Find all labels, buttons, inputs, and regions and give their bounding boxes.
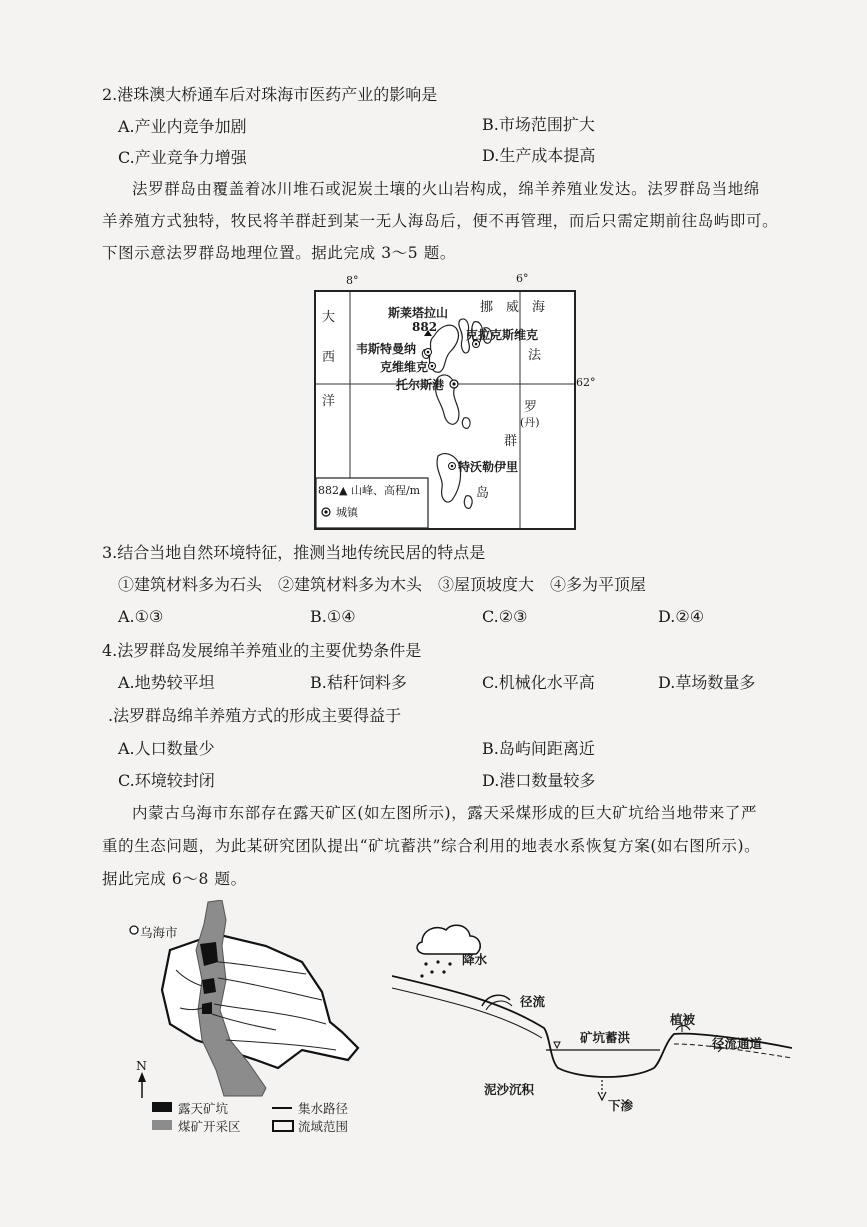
islands — [422, 319, 491, 508]
legend-town: 城镇 — [336, 506, 358, 519]
passage1-line2: 羊养殖方式独特，牧民将羊群赶到某一无人海岛后，便不再管理，而后只需定期前往岛屿即可。 — [102, 212, 779, 230]
label-runoff: 径流 — [520, 994, 546, 1009]
legend-basin: 流域范围 — [298, 1119, 349, 1134]
water-level-icon — [554, 1042, 560, 1048]
passage2-line2: 重的生态问题，为此某研究团队提出“矿坑蓄洪”综合利用的地表水系恢复方案(如右图所示)。 — [102, 837, 761, 855]
peak-name: 斯莱塔拉山 — [388, 306, 449, 320]
label-precipitation: 降水 — [462, 952, 488, 967]
q2-option-a: A.产业内竞争加剧 — [118, 117, 247, 136]
q3-statements: ①建筑材料多为石头 ②建筑材料多为木头 ③屋顶坡度大 ④多为平顶屋 — [118, 575, 647, 594]
town-label-vestmanna: 韦斯特曼纳 — [356, 342, 417, 356]
label-pit-storage: 矿坑蓄洪 — [580, 1030, 631, 1045]
q2-stem: 2.港珠澳大桥通车后对珠海市医药产业的影响是 — [102, 85, 438, 104]
legend-basin-swatch — [272, 1120, 294, 1132]
town-label-torshavn: 托尔斯港 — [396, 378, 445, 392]
passage2-line1: 内蒙古乌海市东部存在露天矿区(如左图所示)，露天采煤形成的巨大矿坑给当地带来了严 — [132, 804, 758, 822]
q3-option-c: C.②③ — [482, 607, 528, 626]
map-coord-62: 62° — [576, 376, 596, 389]
peak-elevation: 882 — [412, 320, 438, 334]
rain-drops-icon — [420, 960, 451, 977]
label-faroe-denmark: (丹) — [520, 416, 540, 429]
passage1-line3: 下图示意法罗群岛地理位置。据此完成 3～5 题。 — [102, 244, 456, 262]
town-label-kvivik: 克维维克 — [380, 360, 429, 374]
q3-stem: 3.结合当地自然环境特征，推测当地传统民居的特点是 — [102, 543, 486, 562]
q4-stem: 4.法罗群岛发展绵羊养殖业的主要优势条件是 — [102, 641, 422, 660]
sea-label-atlantic-1: 大 — [322, 310, 336, 325]
pit-storage-diagram — [392, 920, 792, 1110]
label-faroe-1: 法 — [528, 348, 542, 363]
faroe-map — [314, 290, 576, 530]
label-vegetation: 植被 — [670, 1012, 696, 1027]
q4-option-a: A.地势较平坦 — [118, 673, 215, 692]
ground-surface — [392, 976, 792, 1077]
passage1-line1: 法罗群岛由覆盖着冰川堆石或泥炭土壤的火山岩构成，绵羊养殖业发达。法罗群岛当地绵 — [132, 180, 760, 198]
label-runoff-channel: 径流通道 — [712, 1036, 763, 1051]
legend-peak: 882▲ 山峰、高程/m — [318, 484, 421, 497]
q4-option-c: C.机械化水平高 — [482, 673, 595, 692]
city-label-wuhai: 乌海市 — [140, 925, 178, 940]
q5-option-c: C.环境较封闭 — [118, 771, 215, 790]
open-pit-2 — [202, 978, 216, 994]
town-label-tvoroyri: 特沃勒伊里 — [458, 460, 519, 474]
q3-option-a: A.①③ — [118, 607, 164, 626]
sea-label-atlantic-2: 西 — [322, 350, 336, 365]
q2-option-b: B.市场范围扩大 — [482, 115, 595, 134]
sea-label-norwegian: 挪 威 海 — [480, 300, 546, 315]
label-faroe-3: 群 — [504, 434, 518, 449]
label-seepage: 下渗 — [608, 1098, 634, 1113]
sea-label-atlantic-3: 洋 — [322, 394, 336, 409]
legend-open-pit: 露天矿坑 — [178, 1101, 229, 1116]
q4-option-b: B.秸秆饲料多 — [310, 673, 407, 692]
legend-path-swatch — [272, 1107, 292, 1109]
q5-stem: .法罗群岛绵羊养殖方式的形成主要得益于 — [108, 706, 402, 725]
q5-option-a: A.人口数量少 — [118, 739, 215, 758]
open-pit-3 — [202, 1002, 212, 1014]
basin-boundary — [162, 934, 358, 1068]
q2-option-c: C.产业竞争力增强 — [118, 148, 247, 167]
label-faroe-2: 罗 — [524, 400, 538, 415]
label-faroe-4: 岛 — [476, 486, 490, 501]
map-coord-8: 8° — [346, 274, 359, 287]
passage2-line3: 据此完成 6～8 题。 — [102, 870, 247, 888]
legend-mining-area: 煤矿开采区 — [178, 1119, 241, 1134]
city-marker — [130, 926, 138, 934]
q4-option-d: D.草场数量多 — [658, 673, 756, 692]
north-label: N — [136, 1058, 147, 1073]
map-coord-6: 6° — [516, 272, 529, 285]
q3-option-b: B.①④ — [310, 607, 356, 626]
legend-mine-swatch — [152, 1120, 172, 1130]
town-label-klaksvik: 克拉克斯维克 — [466, 328, 539, 342]
label-sediment: 泥沙沉积 — [484, 1082, 535, 1097]
q3-option-d: D.②④ — [658, 607, 705, 626]
legend-pit-swatch — [152, 1102, 172, 1112]
q5-option-b: B.岛屿间距离近 — [482, 739, 595, 758]
q5-option-d: D.港口数量较多 — [482, 771, 596, 790]
q2-option-d: D.生产成本提高 — [482, 146, 596, 165]
legend-collection-path: 集水路径 — [298, 1101, 349, 1116]
